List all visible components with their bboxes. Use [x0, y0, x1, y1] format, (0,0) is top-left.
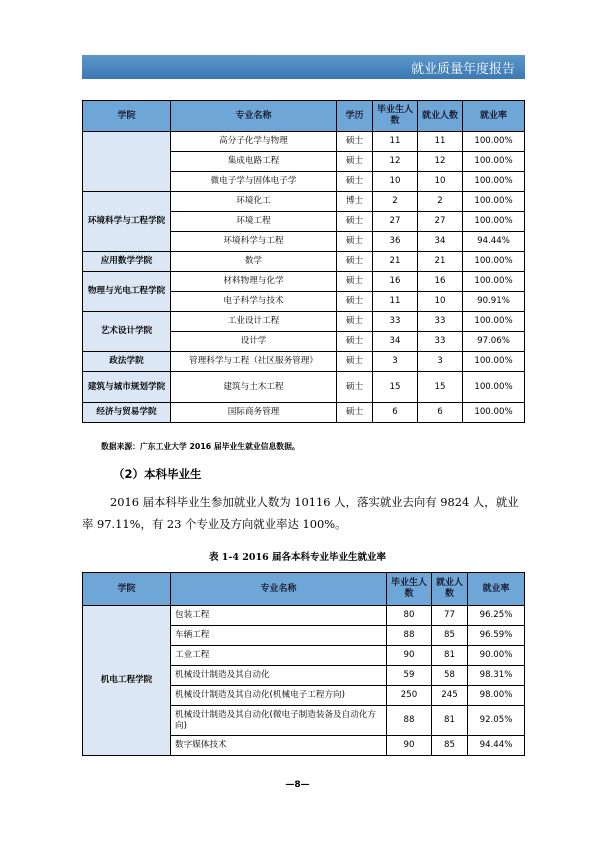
major-cell: 建筑与土木工程	[171, 372, 337, 403]
major-cell: 材料物理与化学	[171, 272, 337, 292]
major-cell: 环境工程	[171, 212, 337, 232]
graduates-cell: 33	[373, 312, 418, 332]
rate-cell: 100.00%	[463, 352, 525, 372]
graduates-cell: 59	[387, 666, 432, 686]
college-cell: 艺术设计学院	[83, 312, 171, 352]
table-row	[83, 403, 525, 423]
table-row	[83, 352, 525, 372]
col-header-college: 学院	[83, 573, 171, 606]
employed-cell: 85	[432, 736, 468, 756]
rate-cell: 100.00%	[463, 152, 525, 172]
graduates-cell: 6	[373, 403, 418, 423]
employed-cell: 245	[432, 686, 468, 706]
college-cell: 物理与光电工程学院	[83, 272, 171, 312]
employed-cell: 10	[418, 172, 463, 192]
rate-cell: 98.00%	[468, 686, 525, 706]
rate-cell: 97.06%	[463, 332, 525, 352]
rate-cell: 100.00%	[463, 132, 525, 152]
major-cell: 车辆工程	[171, 626, 387, 646]
college-cell: 机电工程学院	[83, 606, 171, 756]
col-header-college: 学院	[83, 101, 171, 132]
report-title: 就业质量年度报告	[410, 62, 515, 77]
rate-cell: 100.00%	[463, 312, 525, 332]
table-row	[83, 312, 525, 332]
employed-cell: 6	[418, 403, 463, 423]
data-source-note: 数据来源：广东工业大学 2016 届毕业生就业信息数据。	[101, 442, 300, 451]
employed-cell: 10	[418, 292, 463, 312]
major-cell: 机械设计制造及其自动化	[171, 666, 387, 686]
employed-cell: 34	[418, 232, 463, 252]
table-row	[83, 606, 525, 626]
col-header-major: 专业名称	[171, 573, 387, 606]
graduates-cell: 2	[373, 192, 418, 212]
rate-cell: 100.00%	[463, 172, 525, 192]
employed-cell: 85	[432, 626, 468, 646]
rate-cell: 92.05%	[468, 706, 525, 736]
college-cell: 应用数学学院	[83, 252, 171, 272]
employed-cell: 15	[418, 372, 463, 403]
rate-cell: 98.31%	[468, 666, 525, 686]
rate-cell: 100.00%	[463, 403, 525, 423]
degree-cell: 博士	[337, 192, 373, 212]
employed-cell: 33	[418, 332, 463, 352]
employed-cell: 11	[418, 132, 463, 152]
rate-cell: 94.44%	[463, 232, 525, 252]
major-cell: 管理科学与工程（社区服务管理）	[171, 352, 337, 372]
graduates-cell: 90	[387, 736, 432, 756]
major-cell: 集成电路工程	[171, 152, 337, 172]
college-cell: 建筑与城市规划学院	[83, 372, 171, 403]
undergraduate-employment-table	[82, 572, 525, 756]
degree-cell: 硕士	[337, 272, 373, 292]
rate-cell: 90.00%	[468, 646, 525, 666]
section-heading: （2）本科毕业生	[113, 467, 202, 481]
graduates-cell: 11	[373, 292, 418, 312]
employed-cell: 3	[418, 352, 463, 372]
table-row	[83, 192, 525, 212]
employed-cell: 12	[418, 152, 463, 172]
col-header-graduates: 毕业生人数	[373, 101, 418, 132]
graduates-cell: 88	[387, 626, 432, 646]
degree-cell: 硕士	[337, 332, 373, 352]
graduates-cell: 88	[387, 706, 432, 736]
graduates-cell: 21	[373, 252, 418, 272]
graduates-cell: 80	[387, 606, 432, 626]
degree-cell: 硕士	[337, 403, 373, 423]
table-title: 表 1-4 2016 届各本科专业毕业生就业率	[208, 552, 387, 563]
graduates-cell: 90	[387, 646, 432, 666]
college-cell: 环境科学与工程学院	[83, 192, 171, 252]
rate-cell: 94.44%	[468, 736, 525, 756]
col-header-employed: 就业人数	[418, 101, 463, 132]
employed-cell: 21	[418, 252, 463, 272]
major-cell: 微电子学与固体电子学	[171, 172, 337, 192]
major-cell: 数学	[171, 252, 337, 272]
col-header-rate: 就业率	[463, 101, 525, 132]
graduates-cell: 12	[373, 152, 418, 172]
col-header-degree: 学历	[337, 101, 373, 132]
major-cell: 机械设计制造及其自动化(机械电子工程方向)	[171, 686, 387, 706]
major-cell: 国际商务管理	[171, 403, 337, 423]
degree-cell: 硕士	[337, 252, 373, 272]
col-header-employed: 就业人数	[432, 573, 468, 606]
page-number: —8—	[285, 780, 310, 790]
rate-cell: 100.00%	[463, 212, 525, 232]
major-cell: 工业工程	[171, 646, 387, 666]
col-header-major: 专业名称	[171, 101, 337, 132]
degree-cell: 硕士	[337, 372, 373, 403]
major-cell: 机械设计制造及其自动化(微电子制造装备及自动化方向)	[171, 706, 387, 736]
employed-cell: 81	[432, 706, 468, 736]
graduates-cell: 16	[373, 272, 418, 292]
degree-cell: 硕士	[337, 152, 373, 172]
employed-cell: 16	[418, 272, 463, 292]
major-cell: 工业设计工程	[171, 312, 337, 332]
graduates-cell: 36	[373, 232, 418, 252]
rate-cell: 90.91%	[463, 292, 525, 312]
summary-paragraph: 2016 届本科毕业生参加就业人数为 10116 人，落实就业去向有 9824 人，就业率 97.11%，有 23 个专业及方向就业率达 100%。	[82, 495, 519, 531]
rate-cell: 100.00%	[463, 252, 525, 272]
major-cell: 数字媒体技术	[171, 736, 387, 756]
graduates-cell: 3	[373, 352, 418, 372]
table-row	[83, 272, 525, 292]
rate-cell: 100.00%	[463, 192, 525, 212]
employed-cell: 77	[432, 606, 468, 626]
employed-cell: 81	[432, 646, 468, 666]
degree-cell: 硕士	[337, 292, 373, 312]
graduates-cell: 34	[373, 332, 418, 352]
degree-cell: 硕士	[337, 312, 373, 332]
header-bar	[82, 55, 525, 79]
college-cell	[83, 132, 171, 192]
college-cell: 经济与贸易学院	[83, 403, 171, 423]
employed-cell: 58	[432, 666, 468, 686]
degree-cell: 硕士	[337, 132, 373, 152]
graduates-cell: 10	[373, 172, 418, 192]
employed-cell: 33	[418, 312, 463, 332]
table-row	[83, 372, 525, 403]
employed-cell: 27	[418, 212, 463, 232]
degree-cell: 硕士	[337, 352, 373, 372]
graduates-cell: 27	[373, 212, 418, 232]
graduate-employment-table	[82, 100, 525, 423]
degree-cell: 硕士	[337, 232, 373, 252]
major-cell: 设计学	[171, 332, 337, 352]
col-header-graduates: 毕业生人数	[387, 573, 432, 606]
table-row	[83, 132, 525, 152]
major-cell: 高分子化学与物理	[171, 132, 337, 152]
rate-cell: 96.59%	[468, 626, 525, 646]
rate-cell: 100.00%	[463, 372, 525, 403]
graduates-cell: 11	[373, 132, 418, 152]
major-cell: 环境化工	[171, 192, 337, 212]
college-cell: 政法学院	[83, 352, 171, 372]
graduates-cell: 250	[387, 686, 432, 706]
major-cell: 电子科学与技术	[171, 292, 337, 312]
rate-cell: 96.25%	[468, 606, 525, 626]
col-header-rate: 就业率	[468, 573, 525, 606]
major-cell: 环境科学与工程	[171, 232, 337, 252]
table-row	[83, 252, 525, 272]
graduates-cell: 15	[373, 372, 418, 403]
employed-cell: 2	[418, 192, 463, 212]
degree-cell: 硕士	[337, 172, 373, 192]
rate-cell: 100.00%	[463, 272, 525, 292]
degree-cell: 硕士	[337, 212, 373, 232]
major-cell: 包装工程	[171, 606, 387, 626]
